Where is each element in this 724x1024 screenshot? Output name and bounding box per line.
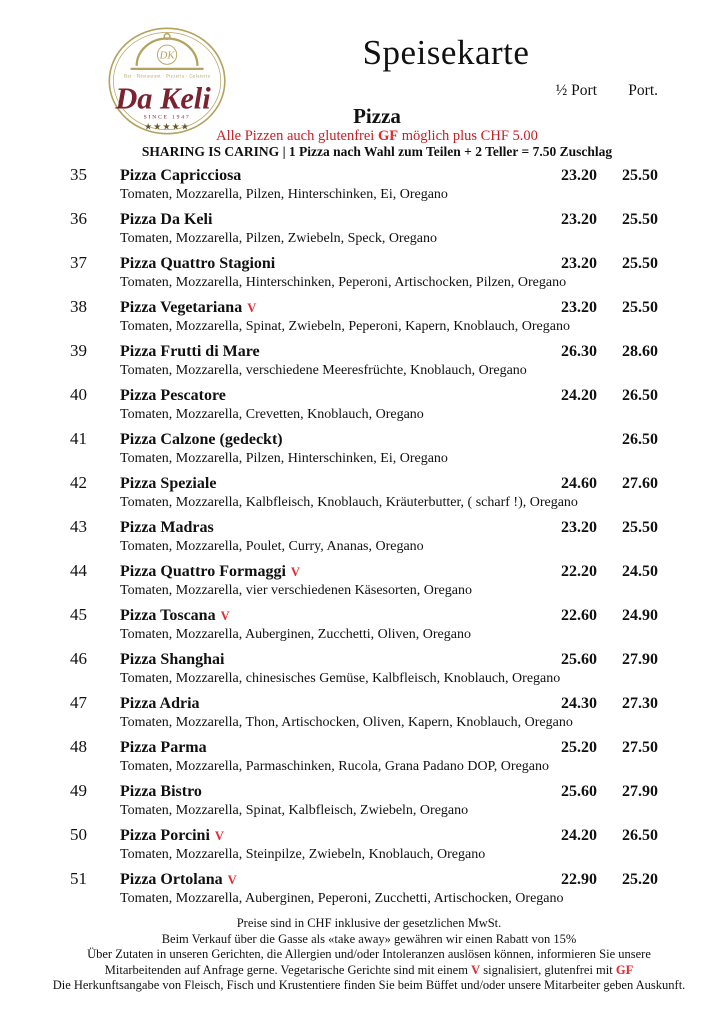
item-name-text: Pizza Porcini bbox=[120, 827, 210, 844]
item-price-half: 24.30 bbox=[561, 695, 597, 712]
veg-marker: V bbox=[290, 565, 300, 579]
menu-item bbox=[0, 561, 724, 600]
item-description-row bbox=[70, 670, 658, 688]
menu-item-row bbox=[70, 473, 658, 494]
item-name bbox=[120, 870, 527, 890]
logo-tagline: Bar · Restaurant · Pizzeria · Gelateria bbox=[123, 74, 211, 80]
item-description-row bbox=[70, 318, 658, 336]
item-description: Tomaten, Mozzarella, verschiedene Meeresfrüchte, Knoblauch, Oregano bbox=[120, 363, 527, 378]
item-price-full: 25.50 bbox=[622, 167, 658, 184]
item-price-half: 23.20 bbox=[561, 519, 597, 536]
item-description: Tomaten, Mozzarella, Crevetten, Knoblauch, Oregano bbox=[120, 407, 424, 422]
item-name bbox=[120, 254, 527, 274]
item-price-full: 28.60 bbox=[622, 343, 658, 360]
item-description: Tomaten, Mozzarella, Auberginen, Zucchetti, Oliven, Oregano bbox=[120, 627, 471, 642]
item-number: 50 bbox=[70, 825, 87, 844]
item-number: 35 bbox=[70, 165, 87, 184]
menu-item-row bbox=[70, 341, 658, 362]
item-name-text: Pizza Capricciosa bbox=[120, 167, 242, 184]
item-name bbox=[120, 694, 527, 714]
gf-abbreviation-footer: GF bbox=[615, 962, 634, 977]
item-price-full: 26.50 bbox=[622, 431, 658, 448]
item-number: 42 bbox=[70, 473, 87, 492]
menu-item bbox=[0, 693, 724, 732]
menu-item bbox=[0, 385, 724, 424]
item-name bbox=[120, 650, 527, 670]
item-number: 49 bbox=[70, 781, 87, 800]
menu-item bbox=[0, 737, 724, 776]
menu-item-row bbox=[70, 517, 658, 538]
item-name-text: Pizza Bistro bbox=[120, 783, 202, 800]
item-name bbox=[120, 474, 527, 494]
item-price-full: 27.90 bbox=[622, 651, 658, 668]
footer-line-vat: Preise sind in CHF inklusive der gesetzlichen MwSt. bbox=[236, 916, 502, 930]
item-price-half: 23.20 bbox=[561, 167, 597, 184]
menu-item bbox=[0, 297, 724, 336]
item-description-row bbox=[70, 538, 658, 556]
item-name-text: Pizza Vegetariana bbox=[120, 299, 243, 316]
item-name-text: Pizza Quattro Formaggi bbox=[120, 563, 286, 580]
item-name bbox=[120, 298, 527, 318]
item-description: Tomaten, Mozzarella, Pilzen, Zwiebeln, Speck, Oregano bbox=[120, 231, 438, 246]
menu-item bbox=[0, 473, 724, 512]
item-number: 47 bbox=[70, 693, 87, 712]
item-name bbox=[120, 738, 527, 758]
menu-item-row bbox=[70, 693, 658, 714]
footer-line4-text-2: signalisiert, glutenfrei mit bbox=[480, 962, 616, 977]
logo-name: Da Keli bbox=[115, 81, 211, 116]
item-number: 36 bbox=[70, 209, 87, 228]
item-name-text: Pizza Adria bbox=[120, 695, 200, 712]
item-name bbox=[120, 826, 527, 846]
menu-item bbox=[0, 781, 724, 820]
item-name-text: Pizza Calzone (gedeckt) bbox=[120, 431, 283, 448]
item-name-text: Pizza Quattro Stagioni bbox=[120, 255, 276, 272]
item-price-half: 24.20 bbox=[561, 827, 597, 844]
item-price-full: 25.50 bbox=[622, 255, 658, 272]
veg-marker: V bbox=[247, 301, 257, 315]
menu-item bbox=[0, 341, 724, 380]
item-name-text: Pizza Parma bbox=[120, 739, 207, 756]
menu-item-row bbox=[70, 385, 658, 406]
footer-notes bbox=[0, 916, 724, 994]
menu-item-row bbox=[70, 165, 658, 186]
item-price-half: 23.20 bbox=[561, 299, 597, 316]
item-price-full: 27.90 bbox=[622, 783, 658, 800]
item-description-row bbox=[70, 186, 658, 204]
item-description: Tomaten, Mozzarella, Kalbfleisch, Knoblauch, Kräuterbutter, ( scharf !), Oregano bbox=[120, 495, 578, 510]
item-name bbox=[120, 386, 527, 406]
menu-item bbox=[0, 825, 724, 864]
veg-marker: V bbox=[214, 829, 224, 843]
menu-item-row bbox=[70, 737, 658, 758]
menu-item bbox=[0, 517, 724, 556]
item-name-text: Pizza Speziale bbox=[120, 475, 217, 492]
item-description-row bbox=[70, 890, 658, 908]
logo-emblem bbox=[86, 18, 238, 138]
item-price-full: 27.60 bbox=[622, 475, 658, 492]
item-description-row bbox=[70, 362, 658, 380]
page-title: Speisekarte bbox=[362, 33, 530, 72]
item-number: 44 bbox=[70, 561, 87, 580]
item-number: 51 bbox=[70, 869, 87, 888]
item-description-row bbox=[70, 406, 658, 424]
gluten-note-text-1: Alle Pizzen auch glutenfrei bbox=[216, 128, 378, 144]
col-header-full-portion: Port. bbox=[628, 82, 658, 99]
menu-item bbox=[0, 165, 724, 204]
menu-item bbox=[0, 253, 724, 292]
item-name-text: Pizza Madras bbox=[120, 519, 214, 536]
item-description-row bbox=[70, 230, 658, 248]
footer-line4-text-1: Mitarbeitenden auf Anfrage gerne. Vegetarische Gerichte sind mit einem bbox=[104, 962, 472, 977]
item-description-row bbox=[70, 450, 658, 468]
item-price-half: 25.20 bbox=[561, 739, 597, 756]
item-name bbox=[120, 782, 527, 802]
menu-items bbox=[0, 165, 724, 908]
section-heading-pizza: Pizza bbox=[353, 104, 401, 128]
menu-item bbox=[0, 869, 724, 908]
item-description: Tomaten, Mozzarella, Spinat, Kalbfleisch, Zwiebeln, Oregano bbox=[120, 803, 469, 818]
item-price-full: 24.50 bbox=[622, 563, 658, 580]
item-number: 40 bbox=[70, 385, 87, 404]
item-description: Tomaten, Mozzarella, Parmaschinken, Rucola, Grana Padano DOP, Oregano bbox=[120, 759, 549, 774]
menu-item-row bbox=[70, 781, 658, 802]
item-description: Tomaten, Mozzarella, Hinterschinken, Peperoni, Artischocken, Pilzen, Oregano bbox=[120, 275, 567, 290]
item-name bbox=[120, 210, 527, 230]
menu-item-row bbox=[70, 825, 658, 846]
item-description-row bbox=[70, 846, 658, 864]
item-name bbox=[120, 430, 527, 450]
item-name bbox=[120, 606, 527, 626]
item-description-row bbox=[70, 714, 658, 732]
item-price-full: 25.50 bbox=[622, 519, 658, 536]
item-name bbox=[120, 342, 527, 362]
menu-item-row bbox=[70, 209, 658, 230]
veg-abbreviation: V bbox=[471, 962, 481, 977]
item-price-half: 24.60 bbox=[561, 475, 597, 492]
item-number: 46 bbox=[70, 649, 87, 668]
menu-item-row bbox=[70, 605, 658, 626]
veg-marker: V bbox=[227, 873, 237, 887]
menu-item bbox=[0, 649, 724, 688]
item-name-text: Pizza Pescatore bbox=[120, 387, 226, 404]
menu-item bbox=[0, 605, 724, 644]
menu-item-row bbox=[70, 869, 658, 890]
menu-item-row bbox=[70, 561, 658, 582]
item-description-row bbox=[70, 626, 658, 644]
logo-since: SINCE 1947 bbox=[143, 114, 191, 121]
menu-item-row bbox=[70, 253, 658, 274]
item-name-text: Pizza Da Keli bbox=[120, 211, 213, 228]
gf-abbreviation: GF bbox=[377, 128, 399, 144]
menu-item-row bbox=[70, 649, 658, 670]
menu-item-row bbox=[70, 429, 658, 450]
item-price-half: 23.20 bbox=[561, 211, 597, 228]
item-description-row bbox=[70, 274, 658, 292]
item-description: Tomaten, Mozzarella, Steinpilze, Zwiebeln, Knoblauch, Oregano bbox=[120, 847, 486, 862]
item-description: Tomaten, Mozzarella, Pilzen, Hinterschinken, Ei, Oregano bbox=[120, 451, 448, 466]
item-description: Tomaten, Mozzarella, Thon, Artischocken, Oliven, Kapern, Knoblauch, Oregano bbox=[120, 715, 573, 730]
item-price-half: 23.20 bbox=[561, 255, 597, 272]
col-header-half-portion: ½ Port bbox=[555, 82, 597, 99]
footer-line-allergens-1: Über Zutaten in unseren Gerichten, die Allergien und/oder Intoleranzen auslösen können, informieren Sie unsere bbox=[87, 947, 651, 961]
item-price-full: 25.50 bbox=[622, 299, 658, 316]
item-description: Tomaten, Mozzarella, Auberginen, Peperoni, Zucchetti, Artischocken, Oregano bbox=[120, 891, 564, 906]
menu-item bbox=[0, 429, 724, 468]
item-price-full: 26.50 bbox=[622, 827, 658, 844]
item-price-full: 27.30 bbox=[622, 695, 658, 712]
item-number: 38 bbox=[70, 297, 87, 316]
item-price-half: 22.90 bbox=[561, 871, 597, 888]
footer-line-origin: Die Herkunftsangabe von Fleisch, Fisch und Krustentiere finden Sie beim Büffet und/oder unsere Mitarbeiter geben Auskunft. bbox=[52, 978, 686, 992]
footer-line-takeaway: Beim Verkauf über die Gasse als «take away» gewähren wir einen Rabatt von 15% bbox=[161, 931, 577, 946]
item-price-half: 26.30 bbox=[561, 343, 597, 360]
item-description-row bbox=[70, 582, 658, 600]
item-description: Tomaten, Mozzarella, chinesisches Gemüse, Kalbfleisch, Knoblauch, Oregano bbox=[120, 671, 561, 686]
item-price-half: 25.60 bbox=[561, 783, 597, 800]
item-number: 48 bbox=[70, 737, 87, 756]
item-number: 39 bbox=[70, 341, 87, 360]
menu-item-row bbox=[70, 297, 658, 318]
item-price-full: 25.50 bbox=[622, 211, 658, 228]
item-name-text: Pizza Ortolana bbox=[120, 871, 223, 888]
restaurant-logo bbox=[86, 18, 238, 138]
item-description: Tomaten, Mozzarella, Spinat, Zwiebeln, Peperoni, Kapern, Knoblauch, Oregano bbox=[120, 319, 570, 334]
footer-line-allergens-2 bbox=[14, 963, 724, 979]
item-price-full: 24.90 bbox=[622, 607, 658, 624]
item-price-half: 24.20 bbox=[561, 387, 597, 404]
item-number: 45 bbox=[70, 605, 87, 624]
item-description-row bbox=[70, 494, 658, 512]
item-name bbox=[120, 166, 527, 186]
item-price-half: 22.60 bbox=[561, 607, 597, 624]
gluten-note-text-2: möglich plus CHF 5.00 bbox=[398, 128, 538, 144]
item-price-half: 25.60 bbox=[561, 651, 597, 668]
item-name-text: Pizza Toscana bbox=[120, 607, 216, 624]
item-description-row bbox=[70, 758, 658, 776]
item-name-text: Pizza Shanghai bbox=[120, 651, 225, 668]
logo-monogram: DK bbox=[159, 50, 175, 62]
item-name-text: Pizza Frutti di Mare bbox=[120, 343, 260, 360]
item-name bbox=[120, 562, 527, 582]
item-description: Tomaten, Mozzarella, vier verschiedenen Käsesorten, Oregano bbox=[120, 583, 472, 598]
item-name bbox=[120, 518, 527, 538]
item-price-full: 25.20 bbox=[622, 871, 658, 888]
item-number: 37 bbox=[70, 253, 87, 272]
item-description: Tomaten, Mozzarella, Pilzen, Hinterschinken, Ei, Oregano bbox=[120, 187, 448, 202]
item-description: Tomaten, Mozzarella, Poulet, Curry, Ananas, Oregano bbox=[120, 539, 424, 554]
item-number: 43 bbox=[70, 517, 87, 536]
item-price-full: 26.50 bbox=[622, 387, 658, 404]
menu-item bbox=[0, 209, 724, 248]
item-description-row bbox=[70, 802, 658, 820]
sharing-note-text: | 1 Pizza nach Wahl zum Teilen + 2 Teller = 7.50 Zuschlag bbox=[279, 144, 613, 159]
item-number: 41 bbox=[70, 429, 87, 448]
item-price-full: 27.50 bbox=[622, 739, 658, 756]
sharing-note-headline: SHARING IS CARING bbox=[141, 144, 280, 159]
item-price-half: 22.20 bbox=[561, 563, 597, 580]
veg-marker: V bbox=[220, 609, 230, 623]
logo-stars: ★★★★★ bbox=[144, 121, 191, 132]
sharing-note bbox=[0, 144, 724, 159]
